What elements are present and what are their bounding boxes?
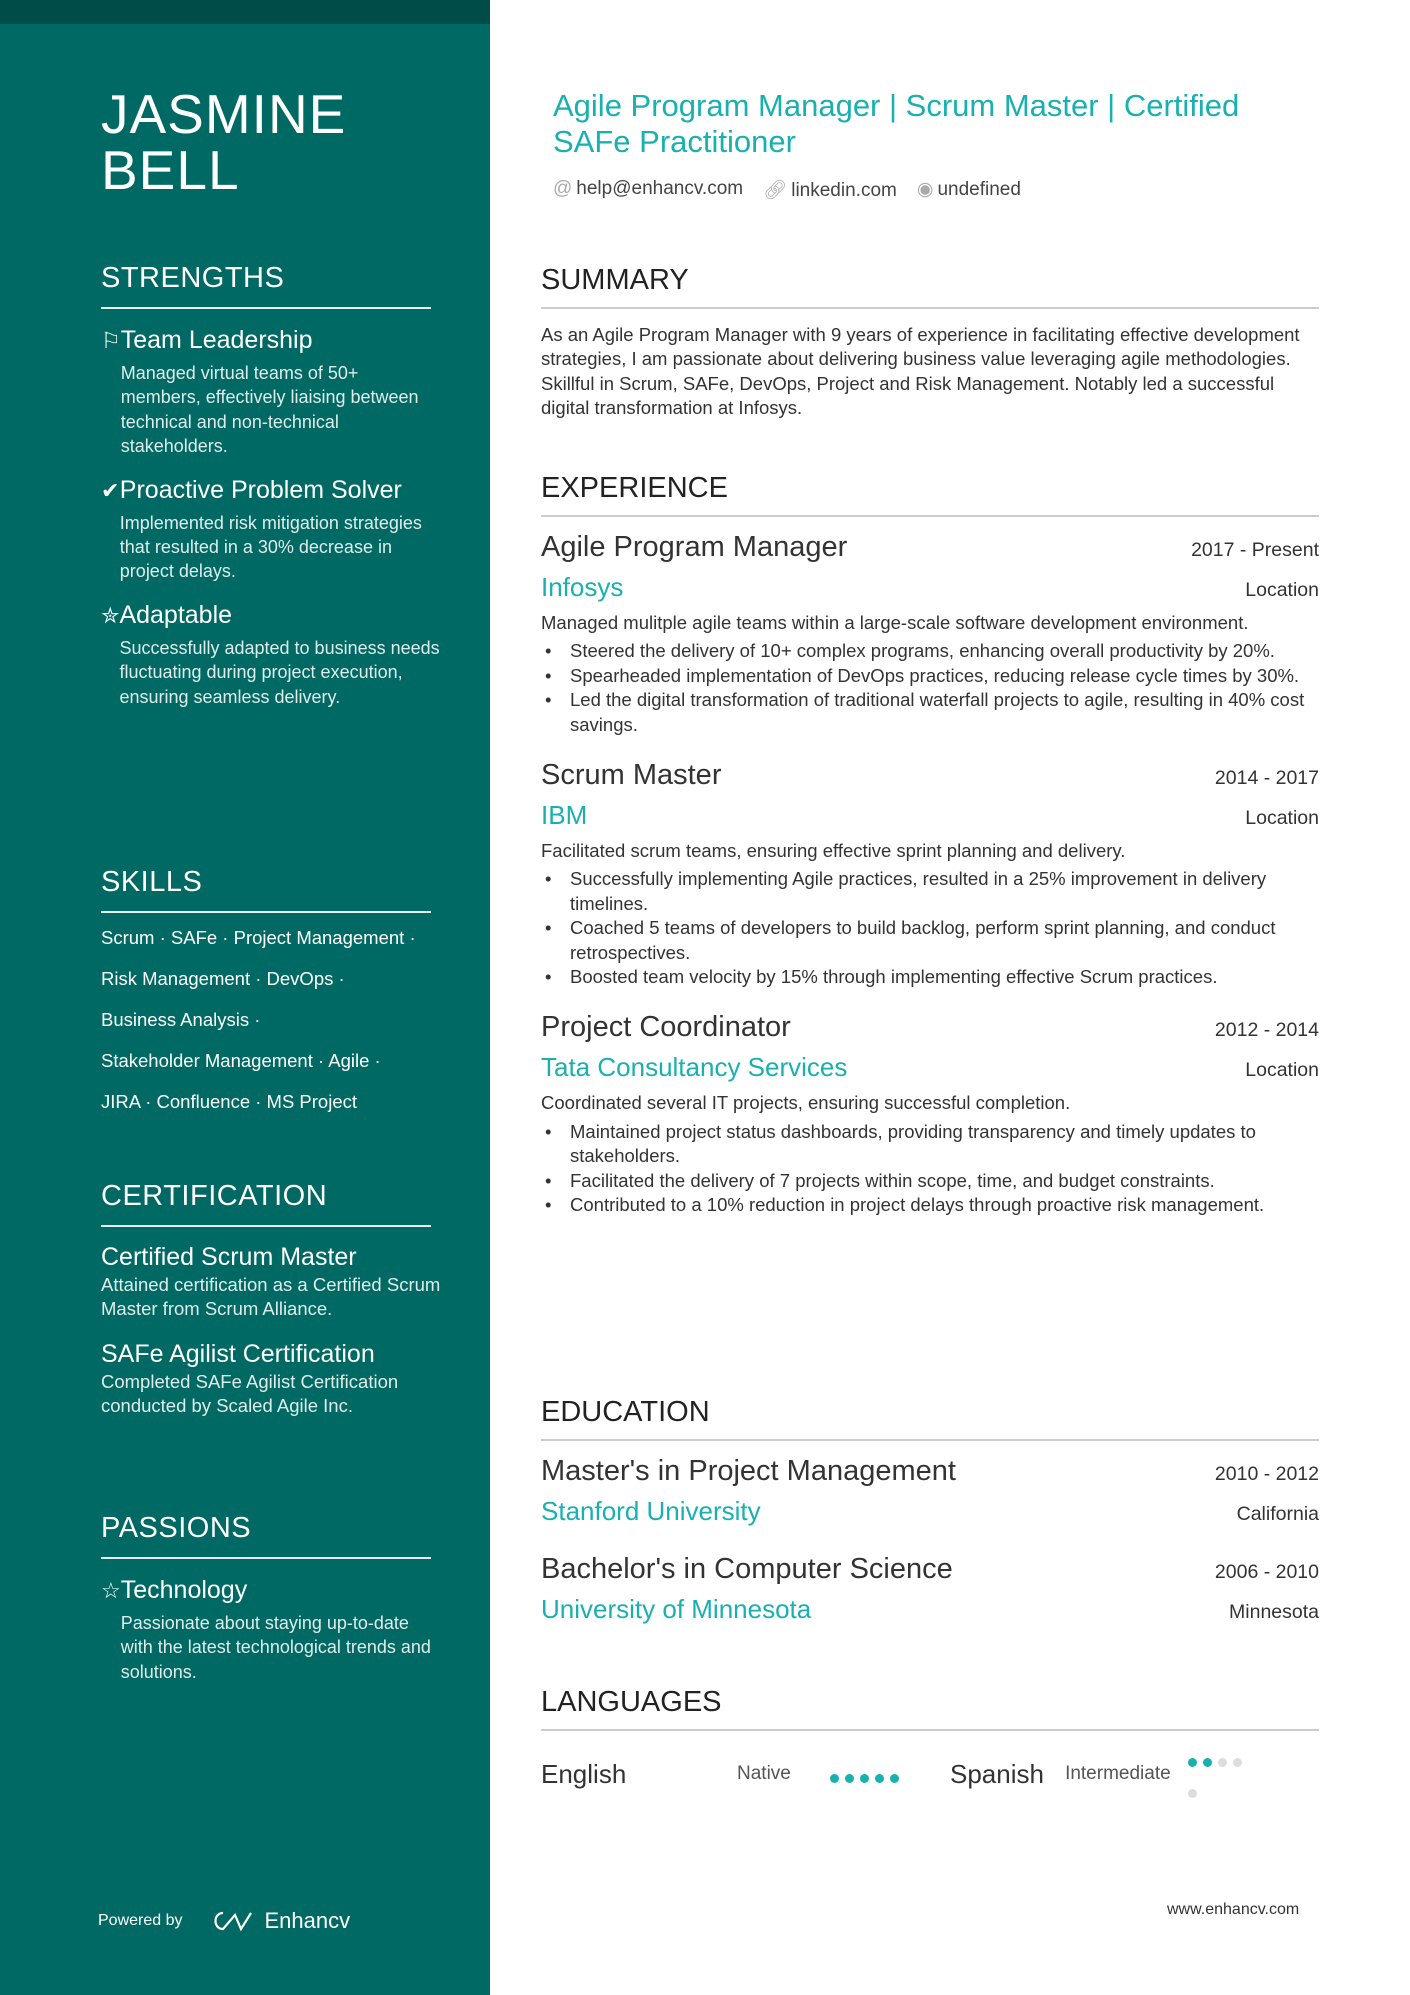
edu-dates: 2006 - 2010 [1214, 1561, 1319, 1583]
job-bullet: • Contributed to a 10% reduction in project delays through proactive risk management. [541, 1193, 1319, 1217]
rating-dot [875, 1774, 884, 1783]
candidate-name: JASMINE BELL [101, 83, 347, 201]
job-title: Agile Program Manager [541, 531, 848, 563]
job-dates: 2012 - 2014 [1214, 1019, 1319, 1042]
languages-heading: LANGUAGES [541, 1686, 1319, 1731]
languages-section [541, 1686, 1319, 1805]
strengths-heading: STRENGTHS [101, 262, 431, 309]
cert-title: Certified Scrum Master [101, 1243, 357, 1271]
language-rating [830, 1759, 905, 1790]
powered-by-label: Powered by [98, 1912, 183, 1929]
language-name: Spanish [950, 1758, 1044, 1789]
headline-title: Agile Program Manager | Scrum Master | Certified SAFe Practitioner [553, 88, 1240, 159]
star-half-icon: ✮ [101, 602, 120, 628]
cert-desc: Attained certification as a Certified Scrum Master from Scrum Alliance. [101, 1274, 441, 1320]
edu-location: Minnesota [1229, 1601, 1319, 1623]
enhancv-brand: Enhancv [264, 1908, 351, 1933]
job-bullet: • Boosted team velocity by 15% through implementing effective Scrum practices. [541, 965, 1319, 989]
job-dates: 2017 - Present [1191, 539, 1319, 561]
job-location: Location [1245, 579, 1319, 601]
certification-section [101, 1180, 441, 1435]
job-entry [541, 755, 1319, 989]
job-title: Scrum Master [541, 759, 722, 792]
passions-section [101, 1512, 441, 1684]
strength-title: Team Leadership [120, 326, 313, 354]
strength-item [101, 600, 441, 709]
education-section [541, 1396, 1319, 1629]
skills-row: Business Analysis · [101, 1009, 261, 1030]
skills-row: Stakeholder Management · Agile · [101, 1050, 381, 1071]
location-text: undefined [937, 179, 1021, 200]
summary-text: As an Agile Program Manager with 9 years of experience in facilitating effective development strategies, I am passionate about delivering business value leveraging agile methodologies. Skillful in Scrum, SAFe, DevOps, Project and Risk Management. Notably led a successful digital transformation at Infosys. [541, 324, 1300, 419]
passion-item [101, 1575, 441, 1684]
experience-heading: EXPERIENCE [541, 472, 1319, 517]
job-bullet: • Spearheaded implementation of DevOps practices, reducing release cycle times by 30%. [541, 664, 1319, 688]
job-title: Project Coordinator [541, 1011, 791, 1044]
job-desc: Coordinated several IT projects, ensuring successful completion. [541, 1092, 1071, 1114]
cert-desc: Completed SAFe Agilist Certification conducted by Scaled Agile Inc. [101, 1370, 399, 1417]
rating-dot [1188, 1758, 1197, 1767]
job-location: Location [1245, 807, 1319, 830]
job-bullet: • Facilitated the delivery of 7 projects within scope, time, and budget constraints. [541, 1169, 1319, 1193]
flag-icon: ⚐ [101, 328, 121, 353]
passion-title: Technology [120, 1576, 248, 1604]
rating-dot [1203, 1758, 1212, 1767]
education-heading: EDUCATION [541, 1396, 1319, 1441]
strengths-section [101, 262, 441, 709]
language-rating [1188, 1743, 1250, 1805]
language-item [541, 1759, 950, 1790]
footer-url[interactable]: www.enhancv.com [1167, 1901, 1300, 1918]
cert-item [101, 1338, 441, 1419]
degree: Bachelor's in Computer Science [541, 1553, 953, 1585]
map-pin-icon: ◉ [916, 179, 934, 200]
skills-heading: SKILLS [101, 866, 431, 913]
linkedin-link[interactable] [763, 178, 897, 202]
language-name: English [541, 1758, 627, 1789]
edu-location: California [1236, 1503, 1319, 1525]
cert-title: SAFe Agilist Certification [101, 1339, 375, 1368]
rating-dot [1233, 1758, 1242, 1767]
cert-item [101, 1241, 441, 1322]
passion-desc: Passionate about staying up-to-date with the latest technological trends and solutions. [120, 1613, 431, 1682]
rating-dot [890, 1774, 899, 1783]
language-item [950, 1743, 1250, 1805]
edu-dates: 2010 - 2012 [1214, 1463, 1319, 1485]
degree: Master's in Project Management [541, 1455, 956, 1487]
email-text: help@enhancv.com [576, 178, 744, 199]
passions-heading: PASSIONS [101, 1512, 431, 1559]
check-icon: ✔ [101, 477, 120, 503]
job-entry [541, 527, 1319, 737]
company-name[interactable]: Tata Consultancy Services [541, 1052, 848, 1083]
contact-info [553, 178, 1021, 202]
skills-row: Risk Management · DevOps · [101, 968, 345, 989]
rating-dot [1188, 1789, 1197, 1798]
summary-section [541, 264, 1319, 421]
job-bullet: • Coached 5 teams of developers to build backlog, perform sprint planning, and conduct retrospectives. [541, 916, 1319, 965]
summary-heading: SUMMARY [541, 264, 1319, 309]
top-bar [0, 0, 490, 24]
job-bullet: • Steered the delivery of 10+ complex programs, enhancing overall productivity by 20%. [541, 639, 1319, 663]
certification-heading: CERTIFICATION [101, 1180, 431, 1227]
rating-dot [1218, 1758, 1227, 1767]
job-dates: 2014 - 2017 [1214, 767, 1319, 790]
school-name[interactable]: Stanford University [541, 1496, 761, 1526]
powered-by [98, 1908, 350, 1934]
job-desc: Facilitated scrum teams, ensuring effective sprint planning and delivery. [541, 840, 1126, 862]
strength-item [101, 475, 441, 584]
job-location: Location [1245, 1059, 1319, 1082]
rating-dot [860, 1774, 869, 1783]
school-name[interactable]: University of Minnesota [541, 1594, 812, 1624]
company-name[interactable]: IBM [541, 800, 588, 831]
skills-row: Scrum · SAFe · Project Management · [101, 927, 416, 948]
rating-dot [845, 1774, 854, 1783]
strength-desc: Implemented risk mitigation strategies that resulted in a 30% decrease in project delays. [119, 512, 422, 582]
email-link[interactable] [553, 178, 743, 202]
job-entry [541, 1007, 1319, 1217]
enhancv-logo-icon [209, 1909, 255, 1933]
strength-title: Proactive Problem Solver [119, 475, 402, 504]
strength-desc: Managed virtual teams of 50+ members, effectively liaising between technical and non-technical stakeholders. [120, 363, 419, 457]
skills-section [101, 866, 441, 1122]
star-icon: ☆ [101, 1578, 121, 1603]
job-desc: Managed mulitple agile teams within a large-scale software development environment. [541, 612, 1249, 633]
enhancv-logo[interactable] [209, 1908, 351, 1934]
strength-title: Adaptable [119, 600, 233, 629]
education-entry [541, 1451, 1319, 1531]
job-bullet: • Maintained project status dashboards, providing transparency and timely updates to stakeholders. [541, 1120, 1319, 1169]
strength-item [101, 325, 441, 459]
at-icon: @ [553, 178, 573, 199]
job-bullet: • Led the digital transformation of traditional waterfall projects to agile, resulting in 40% cost savings. [541, 688, 1319, 737]
link-icon: 🔗︎ [763, 180, 788, 201]
skills-row: JIRA · Confluence · MS Project [101, 1091, 358, 1112]
language-level: Intermediate [1065, 1763, 1171, 1784]
strength-desc: Successfully adapted to business needs fluctuating during project execution, ensuring seamless delivery. [119, 637, 440, 707]
experience-section [541, 472, 1319, 1218]
rating-dot [830, 1774, 839, 1783]
job-bullet: • Successfully implementing Agile practices, resulted in a 25% improvement in delivery timelines. [541, 867, 1319, 916]
language-level: Native [737, 1763, 791, 1784]
education-entry [541, 1549, 1319, 1629]
linkedin-text: linkedin.com [791, 180, 897, 201]
sidebar [0, 0, 490, 1995]
location [917, 178, 1021, 202]
company-name[interactable]: Infosys [541, 572, 624, 602]
